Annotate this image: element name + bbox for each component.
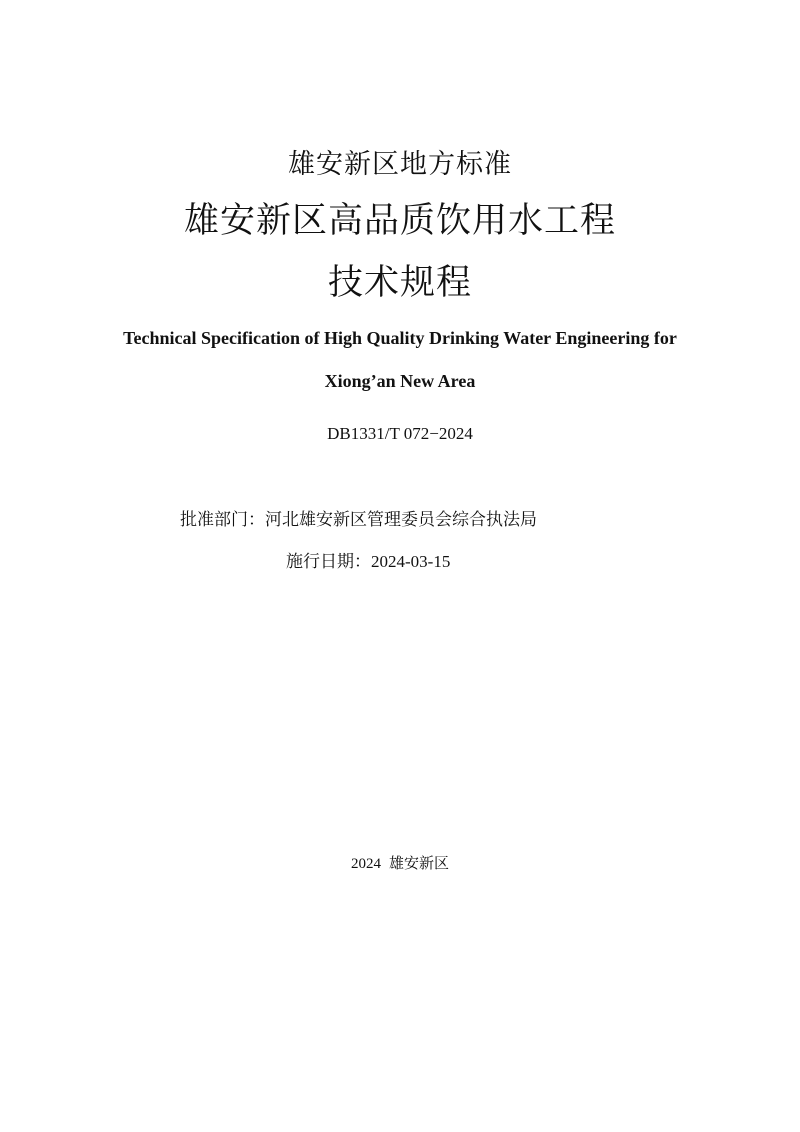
approval-label: 批准部门：	[180, 510, 265, 530]
document-title-line-2: 技术规程	[327, 263, 472, 303]
standard-code: DB1331/T 072−2024	[327, 424, 473, 443]
approval-value: 河北雄安新区管理委员会综合执法局	[265, 510, 537, 530]
implementation-label: 施行日期：	[286, 552, 371, 572]
approval-department	[180, 505, 537, 530]
footer	[0, 852, 800, 873]
standard-category: 雄安新区地方标准	[288, 149, 512, 180]
document-title-line-1: 雄安新区高品质饮用水工程	[183, 201, 616, 241]
footer-year: 2024	[350, 856, 381, 872]
implementation-date-row	[286, 547, 450, 572]
english-title-line-1: Technical Specification of High Quality Drinking Water Engineering for	[123, 328, 677, 348]
implementation-date: 2024-03-15	[371, 552, 451, 571]
english-title-line-2: Xiong’an New Area	[324, 371, 476, 391]
footer-place: 雄安新区	[388, 854, 449, 872]
